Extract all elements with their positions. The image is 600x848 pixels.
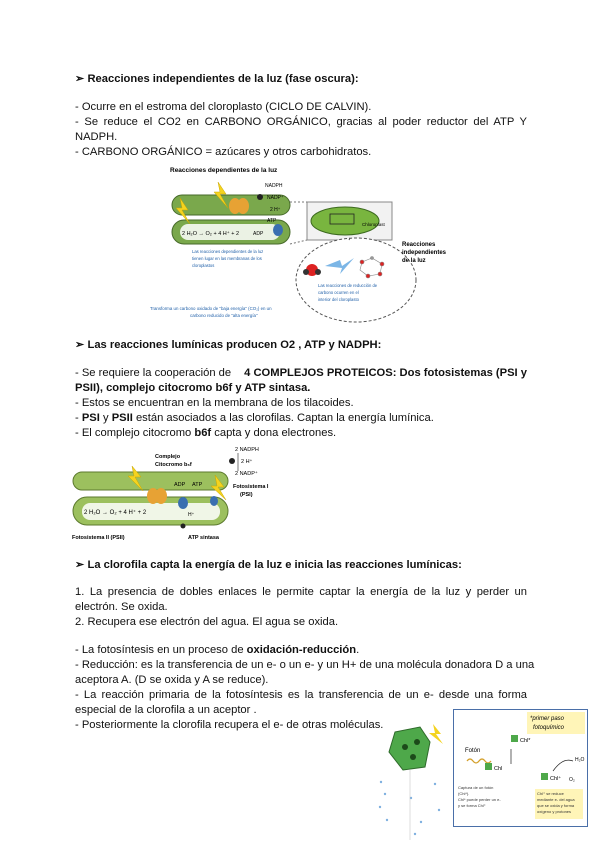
figure-light-dependent-reactions [140,162,460,327]
chloroplast-icon [311,207,379,235]
figure-chlorophyll-steps [453,709,588,827]
fig1-title: Reacciones dependientes de la luz [170,167,278,174]
svg-text:Chloroplast: Chloroplast [362,222,385,227]
text-line: - Ocurre en el estroma del cloroplasto (CICLO DE CALVIN). [75,101,372,113]
svg-text:NADPH: NADPH [265,183,283,189]
text-line: - El complejo citocromo b6f capta y dona electrones. [75,427,337,439]
svg-text:2 H₂O → O₂ + 4 H⁺ + 2: 2 H₂O → O₂ + 4 H⁺ + 2 [182,231,239,237]
svg-text:NADP⁺: NADP⁺ [267,195,284,201]
protein-complex [178,497,188,509]
svg-text:O₂: O₂ [569,777,575,783]
protein-complex [155,488,167,504]
svg-text:Fotón: Fotón [465,748,481,754]
chl-star-icon [511,735,518,742]
text-line: - La reacción primaria de la fotosíntesis es la transferencia de un e- desde una forma [75,689,527,701]
stroma-oval [296,238,416,322]
text-line: PSII), complejo citocromo b6f y ATP sintasa. [75,382,311,394]
chl-icon [485,763,492,770]
svg-text:2 H⁺: 2 H⁺ [270,207,281,213]
text-line: - Se requiere la cooperación de 4 COMPLEJOS PROTEICOS: Dos fotosistemas (PSI y [75,367,527,379]
text-line: - Reducción: es la transferencia de un e- o un e- y un H+ de una molécula donadora D a una [75,659,535,671]
protein-complex [237,198,249,214]
svg-text:2 NADP⁺: 2 NADP⁺ [235,471,258,477]
antenna-complex [389,727,430,770]
yellow-caption: Chl⁺ se reduce mediante e- del agua que se oxida y forma oxígeno y protones [537,791,575,814]
text-line: - CARBONO ORGÁNICO = azúcares y otros carbohidratos. [75,146,372,158]
svg-text:Chl: Chl [494,766,503,772]
electron-dot [229,458,235,464]
svg-text:H⁺: H⁺ [188,512,195,518]
capture-caption: Captura de un fotón (Chl*). Chl* puede perder un e-y se forma Chl⁺ [458,785,501,808]
fig1-caption: Las reacciones dependientes de la luz tienen lugar en las membranas de los cloroplastos [192,249,264,268]
text-line: - Posteriormente la clorofila recupera el e- de otras moléculas. [75,719,384,731]
svg-text:ATP: ATP [267,218,277,224]
electron-dot [257,194,263,200]
svg-text:Chl*: Chl* [520,738,531,744]
svg-text:2 H₂O → O₂ + 4 H⁺ + 2: 2 H₂O → O₂ + 4 H⁺ + 2 [84,510,147,516]
svg-text:H₂O: H₂O [575,757,585,763]
text-line: NADPH. [75,131,118,143]
figure-antenna-complex [375,712,450,842]
text-line: - La fotosíntesis en un proceso de oxidación-reducción. [75,644,360,656]
heading-chlorophyll: ➢ La clorofila capta la energía de la luz e inicia las reacciones lumínicas: [75,559,462,571]
svg-text:2 NADPH: 2 NADPH [235,447,259,453]
svg-text:ADP: ADP [174,482,186,488]
cyt-label: Complejo Citocromo b₆f [155,454,192,468]
text-line: electrón. Se oxida. [75,601,168,613]
text-line: - Se reduce el CO2 en CARBONO ORGÁNICO, gracias al poder reductor del ATP Y [75,116,527,128]
text-line: 1. La presencia de dobles enlaces le permite captar la energía de la luz y perder un [75,586,527,598]
svg-text:ATP: ATP [192,482,203,488]
note-label: *primer paso fotoquímico [530,716,565,731]
oval-caption: Las reacciones de reducción de carbono ocurren en el interior del cloroplasto [318,283,378,302]
lightning-icon [429,724,443,744]
text-line: - PSI y PSII están asociados a las clorofilas. Captan la energía lumínica. [75,412,434,424]
thylakoid-upper [73,472,228,490]
fig1-bottom-caption: Transforma un carbono oxidado de "baja energía" (CO₂) en un carbono reducido de "alta energía" [150,306,272,318]
svg-text:2 H⁺: 2 H⁺ [241,459,253,465]
protein-complex [273,224,283,236]
heading-light-reactions: ➢ Las reacciones lumínicas producen O2 , ATP y NADPH: [75,339,382,351]
ps1-label: Fotosistema I (PSI) [233,484,269,498]
svg-text:ATP sintasa: ATP sintasa [188,535,219,541]
text-line: - Estos se encuentran en la membrana de los tilacoides. [75,397,354,409]
protein-complex [210,496,218,506]
figure-thylakoid-complexes [70,443,290,543]
svg-text:Fotosistema II (PSII): Fotosistema II (PSII) [72,535,125,541]
text-line: aceptora A. (D se oxida y A se reduce). [75,674,269,686]
svg-text:ADP: ADP [253,231,264,237]
heading-dark-reactions: ➢ Reacciones independientes de la luz (fase oscura): [75,73,359,85]
text-line: especial de la clorofila a un aceptor . [75,704,257,716]
svg-text:Chl⁺: Chl⁺ [550,776,562,782]
chl-plus-icon [541,773,548,780]
text-line: 2. Recupera ese electrón del agua. El agua se oxida. [75,616,339,628]
right-label: Reacciones independientes de la luz [402,242,447,264]
